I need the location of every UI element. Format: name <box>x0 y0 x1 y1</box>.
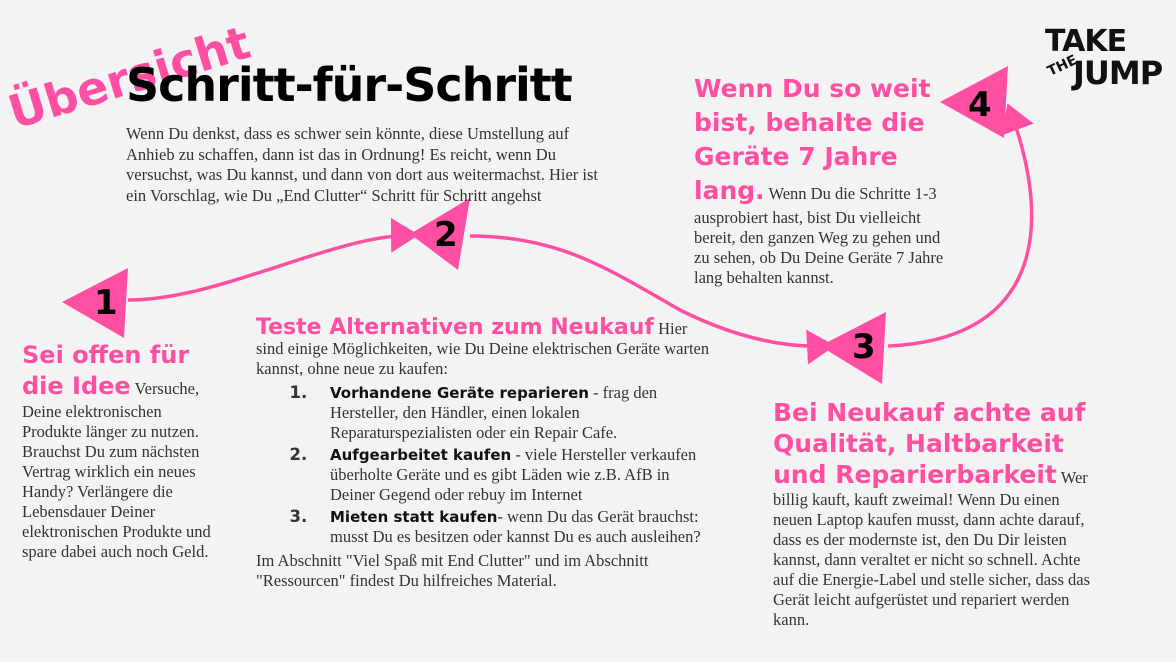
option-2-title: Aufgearbeitet kaufen <box>330 446 512 464</box>
step-4-text: Wenn Du die Schritte 1-3 ausprobiert hast, bist Du vielleicht bereit, den ganzen Weg zu gehen und zu sehen, ob Du Deine Geräte 7 Jahre lang behalten kannst. <box>694 184 944 287</box>
step-2-marker <box>410 198 470 270</box>
step-2-heading: Teste Alternativen zum Neukauf <box>256 315 654 340</box>
step-1-text: Versuche, Deine elektronischen Produkte länger zu nutzen. Brauchst Du zum nächsten Vertrag wirklich ein neues Handy? Verlängere die Lebensdauer Deiner elektronischen Produkte und spare dabei auch noch Geld. <box>22 379 211 561</box>
step-1-block <box>22 340 222 562</box>
step-1-number: 1 <box>94 283 118 323</box>
step-1-heading: Sei offen für die Idee <box>22 341 190 400</box>
list-item <box>313 383 716 443</box>
option-2-text: - viele Hersteller verkaufen überholte Geräte und es gibt Läden wie z.B. AfB in Deiner Gegend oder rebuy im Internet <box>330 445 697 504</box>
intro-text: Wenn Du denkst, dass es schwer sein könnte, diese Umstellung auf Anhieb zu schaffen, dann ist das in Ordnung! Es reicht, wenn Du versuchst, was Du kannst, und dann von dort aus weitermachst. Hier ist ein Vorschlag, wie Du „End Clutter“ Schritt für Schritt angehst <box>126 124 598 205</box>
step-3-block <box>773 397 1103 630</box>
step-3-number: 3 <box>852 327 876 367</box>
option-1-text: - frag den Hersteller, den Händler, einen lokalen Reparaturspezialisten oder ein Repair Cafe. <box>330 383 658 442</box>
step-2-footer: Im Abschnitt "Viel Spaß mit End Clutter" und im Abschnitt "Ressourcen" findest Du hilfreiches Material. <box>256 551 649 590</box>
alternatives-list <box>256 383 716 547</box>
step-2-text: Hier sind einige Möglichkeiten, wie Du Deine elektrischen Geräte warten kannst, ohne neue zu kaufen: <box>256 319 710 378</box>
step-2-number: 2 <box>434 215 458 255</box>
connector-1-2 <box>128 235 412 300</box>
logo-word-2: THE <box>1045 52 1080 80</box>
overview-label: Übersicht <box>2 15 257 140</box>
step-4-block <box>694 72 954 288</box>
option-1-title: Vorhandene Geräte reparieren <box>330 384 589 402</box>
list-item <box>313 507 716 547</box>
option-3-title: Mieten statt kaufen <box>330 508 498 526</box>
logo-word-3: JUMP <box>1073 54 1163 92</box>
step-4-number: 4 <box>968 85 992 125</box>
step-3-heading: Bei Neukauf achte auf Qualität, Haltbarkeit und Reparierbarkeit <box>773 398 1086 489</box>
take-the-jump-logo <box>1043 24 1163 94</box>
step-2-block <box>256 315 716 591</box>
list-item <box>313 445 716 505</box>
option-3-text: - wenn Du das Gerät brauchst: musst Du es besitzen oder kannst Du es auch ausleihen? <box>330 507 701 546</box>
step-4-heading: Wenn Du so weit bist, behalte die Geräte 7 Jahre lang. <box>694 74 931 205</box>
logo-word-1: TAKE <box>1045 24 1127 59</box>
step-1-marker <box>62 268 128 338</box>
page-title: Schritt-für-Schritt <box>126 58 572 112</box>
step-3-text: Wer billig kauft, kauft zweimal! Wenn Du einen neuen Laptop kaufen musst, dann achte darauf, dass es der modernste ist, den Du Dir leisten kannst, dann veraltet er nicht so schnell. Achte auf die Energie-Label und stelle sicher, dass das Gerät leicht aufgerüstet und repariert werden kann. <box>773 468 1091 629</box>
step-3-marker <box>820 312 886 384</box>
